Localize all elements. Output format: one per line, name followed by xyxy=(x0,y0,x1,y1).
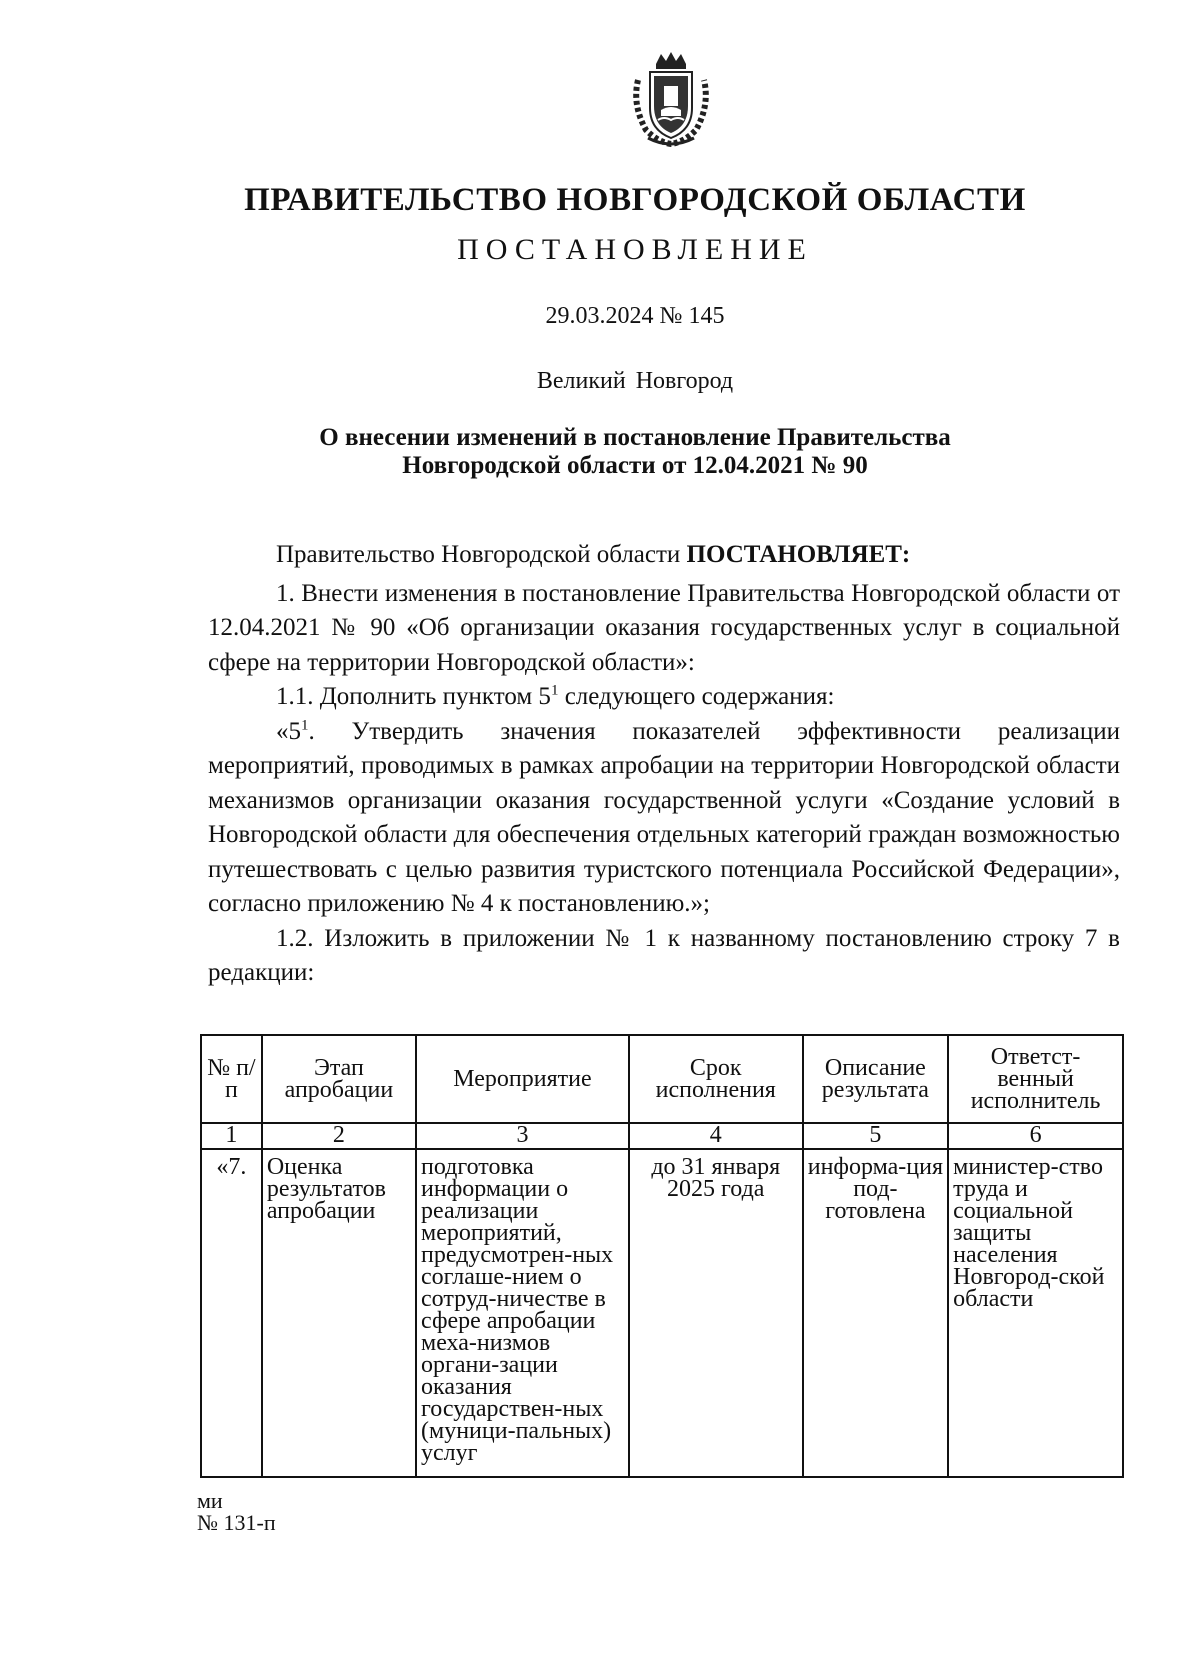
document-date-number: 29.03.2024 № 145 xyxy=(545,303,725,329)
row-deadline: до 31 января 2025 года xyxy=(629,1149,803,1477)
decree-keyword: ПОСТАНОВЛЯЕТ: xyxy=(686,541,911,568)
paragraph-1-2: 1.2. Изложить в приложении № 1 к названному постановлению строку 7 в редакции: xyxy=(208,924,1120,986)
amendment-table xyxy=(200,1034,1124,1478)
row-number: «7. xyxy=(201,1149,262,1477)
header-cell: Описание результата xyxy=(803,1035,949,1123)
row-responsible: министер-ство труда и социальной защиты населения Новгород-ской области xyxy=(948,1149,1123,1477)
column-number: 6 xyxy=(948,1123,1123,1149)
table-header-row xyxy=(201,1035,1123,1123)
row-result: информа-ция под-готовлена xyxy=(803,1149,949,1477)
subject-line-1: О внесении изменений в постановление Правительства xyxy=(319,424,951,451)
header-cell: Мероприятие xyxy=(416,1035,629,1123)
header-cell: Ответст-венный исполнитель xyxy=(948,1035,1123,1123)
table-row xyxy=(201,1149,1123,1477)
organization-title: ПРАВИТЕЛЬСТВО НОВГОРОДСКОЙ ОБЛАСТИ xyxy=(244,182,1026,218)
document-body xyxy=(208,538,1120,991)
footer-note xyxy=(197,1490,276,1534)
header-cell: № п/п xyxy=(201,1035,262,1123)
decree-prefix: Правительство Новгородской области xyxy=(276,541,681,568)
header-cell: Этап апробации xyxy=(262,1035,416,1123)
subject-line-2: Новгородской области от 12.04.2021 № 90 xyxy=(402,452,868,479)
column-number: 1 xyxy=(201,1123,262,1149)
paragraph-5-1: «$5^1$. Утвердить значения показателей эффективности реализации мероприятий, проводимых в рамках апробации на территории Новгородской области механизмов организации оказания государственной услуги «Создание условий в Новгородской области для обеспечения отдельных категорий граждан возможностью путешествовать с целью развития туристского потенциала Российской Федерации», согласно приложению № 4 к постановлению.»; xyxy=(208,717,1120,917)
column-number: 2 xyxy=(262,1123,416,1149)
row-activity: подготовка информации о реализации мероприятий, предусмотрен-ных соглаше-нием о сотруд-ничестве в сфере апробации меха-низмов органи-зации оказания государствен-ных (муници-пальных) услуг xyxy=(416,1149,629,1477)
paragraph-1-1: 1.1. Дополнить пунктом $5^1$ следующего содержания: xyxy=(276,682,835,710)
column-number: 5 xyxy=(803,1123,949,1149)
decree-line xyxy=(208,538,1120,573)
document-subject xyxy=(0,424,1200,480)
footer-line-2: № 131-п xyxy=(197,1510,276,1535)
row-stage: Оценка результатов апробации xyxy=(262,1149,416,1477)
coat-of-arms-icon xyxy=(628,50,714,148)
column-number: 4 xyxy=(629,1123,803,1149)
document-type: ПОСТАНОВЛЕНИЕ xyxy=(457,233,813,266)
header-cell: Срок исполнения xyxy=(629,1035,803,1123)
paragraph-1: 1. Внести изменения в постановление Правительства Новгородской области от 12.04.2021 № 90 «Об организации оказания государственных услуг в социальной сфере на территории Новгородской области»: xyxy=(208,579,1120,676)
footer-line-1: ми xyxy=(197,1488,223,1513)
document-city: Великий Новгород xyxy=(536,368,734,394)
column-number: 3 xyxy=(416,1123,629,1149)
table-column-numbers-row xyxy=(201,1123,1123,1149)
